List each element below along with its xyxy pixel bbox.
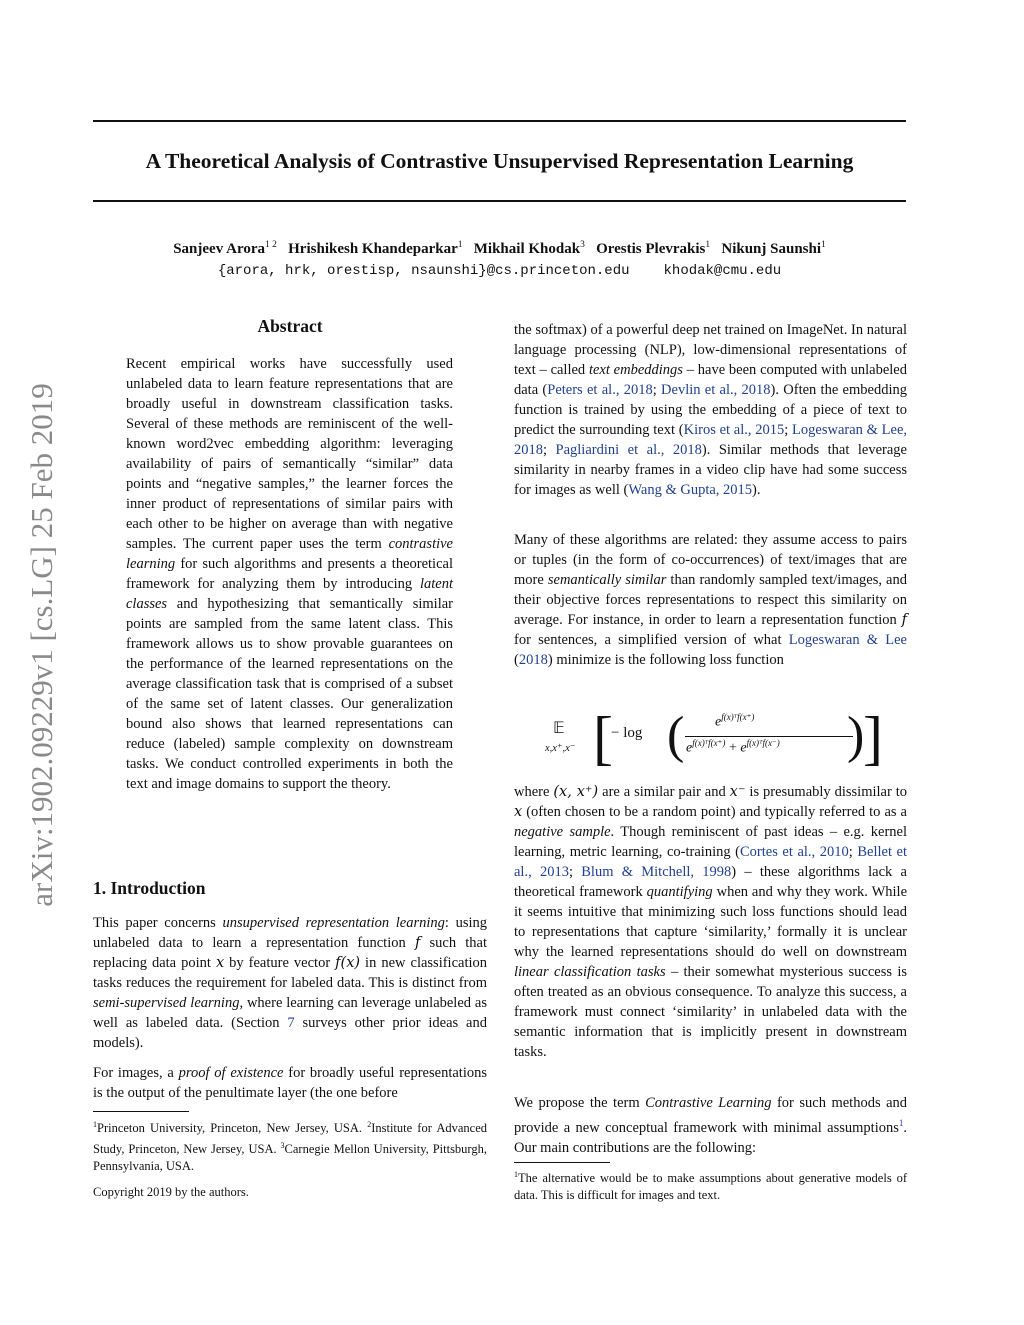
citation-link[interactable]: Kiros et al., 2015 bbox=[683, 422, 785, 438]
citation-link[interactable]: Wang & Gupta, 2015 bbox=[628, 482, 753, 498]
right-paren: ) bbox=[847, 707, 865, 764]
fraction-denominator: $e^{f(x)ᵀf(x^+)} + e^{f(x)ᵀf(x^-)}$ bbox=[686, 738, 780, 756]
citation-link[interactable]: Blum & Mitchell, 1998 bbox=[581, 864, 732, 880]
right-paragraph-1: the softmax) of a powerful deep net trained on ImageNet. In natural language processing (NLP), low-dimensional representations of text – called text embeddings – have been computed with unlabeled data (Peters et al., 2018; Devlin et al., 2018). Often the embedding function is trained by using the embedding of a piece of text to predict the surrounding text (Kiros et al., 2015; Logeswaran & Lee, 2018; Pagliardini et al., 2018). Similar methods that leverage similarity in nearby frames in a video clip have had some success for images as well (Wang & Gupta, 2015). bbox=[514, 322, 908, 498]
author-emails bbox=[93, 261, 906, 281]
author-name: Sanjeev Arora bbox=[173, 241, 266, 257]
citation-link[interactable]: Devlin et al., 2018 bbox=[661, 382, 771, 398]
footnote-marker[interactable]: 1 bbox=[898, 1118, 904, 1128]
title-top-rule bbox=[93, 120, 906, 122]
citation-link[interactable]: Cortes et al., 2010 bbox=[740, 844, 849, 860]
loss-equation bbox=[545, 705, 883, 772]
fraction-bar bbox=[685, 736, 853, 737]
citation-link[interactable]: Peters et al., 2018 bbox=[547, 382, 653, 398]
author-affiliation: 3 bbox=[580, 240, 585, 250]
citation-link[interactable]: Pagliardini et al., 2018 bbox=[555, 442, 702, 458]
intro-paragraph-1: This paper concerns unsupervised representation learning: using unlabeled data to learn a representation function f such that replacing data point x by feature vector f(x) in new classification tasks reduces the requirement for labeled data. This is distinct from semi-supervised learning, where learning can leverage unlabeled as well as labeled data. (Section 7 surveys other prior ideas and models). bbox=[93, 915, 488, 1051]
footnote-1: $^1$The alternative would be to make assumptions about generative models of data. This is difficult for images and text. bbox=[514, 1170, 907, 1203]
citation-link[interactable]: Bellet et al., 2013 bbox=[514, 844, 908, 880]
author-affiliation: 1 2 bbox=[265, 240, 277, 250]
right-paragraph-2: Many of these algorithms are related: they assume access to pairs or tuples (in the form of co-occurrences) of text/images that are more semantically similar than randomly sampled text/images, and their objective forces representations to respect this similarity on average. For instance, in order to learn a representation function f for sentences, a simplified version of what Logeswaran & Lee (2018) minimize is the following loss function bbox=[514, 532, 907, 668]
abstract-heading: Abstract bbox=[257, 316, 323, 336]
author-list bbox=[93, 235, 906, 259]
copyright-notice: Copyright 2019 by the authors. bbox=[93, 1185, 249, 1199]
email-princeton: {arora, hrk, orestisp, nsaunshi}@cs.princeton.edu bbox=[217, 263, 630, 279]
footnote-rule-right bbox=[514, 1162, 610, 1163]
right-bracket: ] bbox=[863, 705, 883, 771]
abstract-text: Recent empirical works have successfully used unlabeled data to learn feature representations that are broadly useful in downstream classification tasks. Several of these methods are reminiscent of the well-known word2vec embedding algorithm: leveraging availability of pairs of semantically “similar” data points and “negative samples,” the learner forces the inner product of representations of similar pairs with each other to be higher on average than with negative samples. The current paper uses the term contrastive learning for such algorithms and presents a theoretical framework for analyzing them by introducing latent classes and hypothesizing that semantically similar points are sampled from the same latent class. This framework allows us to show provable guarantees on the performance of the learned representations on the average classification task that is comprised of a subset of the same set of latent classes. Our generalization bound also shows that learned representations can reduce (labeled) sample complexity on downstream tasks. We conduct controlled experiments in both the text and image domains to support the theory. bbox=[126, 356, 453, 792]
arxiv-side-stamp: arXiv:1902.09229v1 [cs.LG] 25 Feb 2019 bbox=[24, 383, 59, 907]
left-bracket: [ bbox=[593, 705, 613, 771]
email-cmu: khodak@cmu.edu bbox=[663, 263, 782, 279]
author-name: Mikhail Khodak bbox=[473, 241, 581, 257]
intro-paragraph-2: For images, a proof of existence for broadly useful representations is the output of the penultimate layer (the one before bbox=[93, 1065, 487, 1101]
footnote-rule-left bbox=[93, 1111, 189, 1112]
author-name: Orestis Plevrakis bbox=[596, 241, 706, 257]
left-paren: ( bbox=[667, 707, 685, 764]
right-paragraph-3: where (x, x⁺) are a similar pair and x⁻ is presumably dissimilar to x (often chosen to be a random point) and typically referred to as a negative sample. Though reminiscent of past ideas – e.g. kernel learning, metric learning, co-training (Cortes et al., 2010; Bellet et al., 2013; Blum & Mitchell, 1998) – these algorithms lack a theoretical framework quantifying when and why they work. While it seems intuitive that minimizing such loss functions should lead to representations that capture ‘similarity,’ formally it is unclear why the learned representations should do well on downstream linear classification tasks – their somewhat mysterious success is often treated as an obvious consequence. To analyze this success, a framework must connect ‘similarity’ in unlabeled data with the semantic information that is implicitly present in downstream tasks. bbox=[514, 784, 908, 1060]
title-bottom-rule bbox=[93, 200, 906, 202]
author-affiliation: 1 bbox=[457, 240, 463, 250]
author-affiliation: 1 bbox=[705, 240, 711, 250]
minus-log: − log bbox=[611, 725, 643, 741]
citation-link[interactable]: 2018 bbox=[518, 652, 548, 668]
right-paragraph-4: We propose the term Contrastive Learning for such methods and provide a new conceptual framework with minimal assumptions$^1$. Our main contributions are the following: bbox=[514, 1095, 908, 1156]
paper-title: A Theoretical Analysis of Contrastive Unsupervised Representation Learning bbox=[145, 149, 854, 173]
expectation-symbol: 𝔼 bbox=[553, 718, 565, 737]
affiliation-footnote: $^1$Princeton University, Princeton, New Jersey, USA. $^2$Institute for Advanced Study, Princeton, New Jersey, USA. $^3$Carnegie Mellon University, Pittsburgh, Pennsylvania, USA. bbox=[93, 1120, 488, 1174]
citation-link[interactable]: Logeswaran & Lee bbox=[788, 632, 907, 648]
fraction-numerator: $e^{f(x)ᵀf(x^+)}$ bbox=[715, 712, 755, 730]
expectation-subscript: x,x⁺,x⁻ bbox=[545, 743, 576, 754]
author-name: Hrishikesh Khandeparkar bbox=[288, 241, 458, 257]
section-heading-introduction: 1. Introduction bbox=[93, 878, 206, 898]
author-name: Nikunj Saunshi bbox=[721, 241, 822, 257]
citation-link[interactable]: Logeswaran & Lee, 2018 bbox=[514, 422, 908, 458]
section-link[interactable]: 7 bbox=[287, 1015, 295, 1031]
author-affiliation: 1 bbox=[821, 240, 826, 250]
